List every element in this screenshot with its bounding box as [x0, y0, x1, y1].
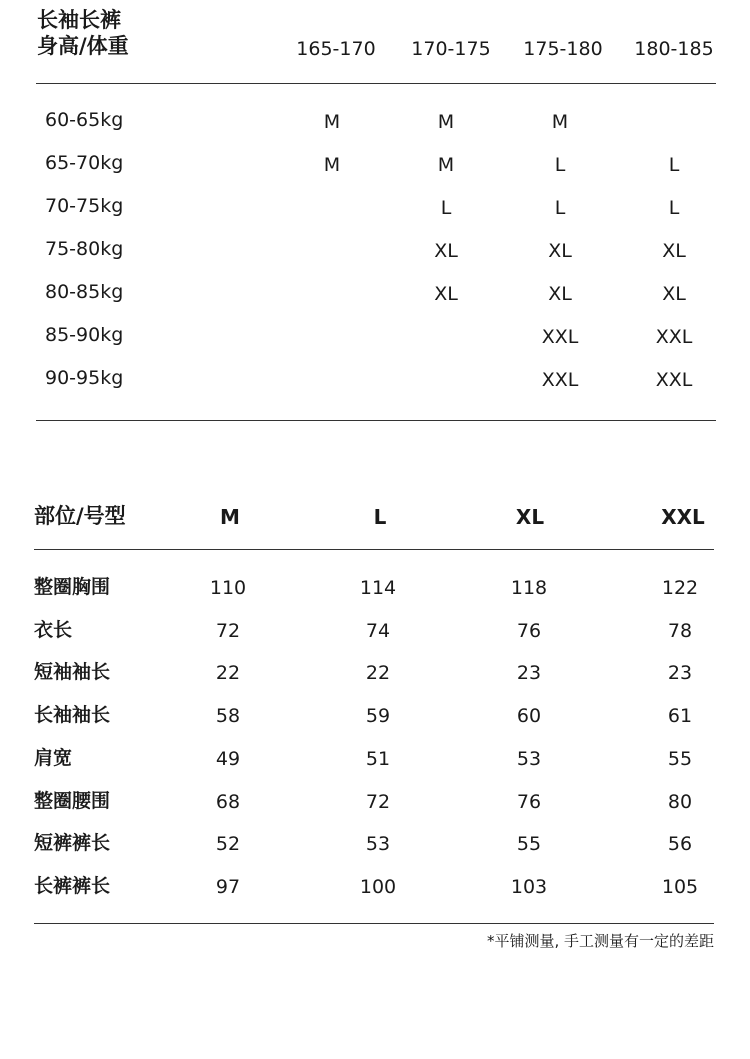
measurement-footnote: *平铺测量, 手工测量有一定的差距	[486, 932, 714, 950]
measurement-part-label: 长袖袖长	[34, 704, 111, 726]
weight-label: 85-90kg	[45, 324, 124, 346]
measurement-value: 49	[215, 748, 241, 770]
height-header-3: 175-180	[523, 38, 603, 60]
size-cell: M	[437, 154, 455, 176]
size-header-l: L	[373, 505, 387, 529]
size-header-xxl: XXL	[661, 505, 705, 529]
size-cell: M	[323, 111, 341, 133]
size-cell: XL	[662, 240, 686, 262]
size-guide-title: 长袖长裤	[37, 8, 121, 32]
measurement-value: 55	[516, 833, 542, 855]
measurement-value: 60	[516, 705, 542, 727]
size-cell: XL	[434, 283, 458, 305]
measurement-part-label: 短裤裤长	[34, 832, 111, 854]
size-cell: XL	[548, 283, 572, 305]
measurement-value: 72	[215, 620, 241, 642]
size-guide-corner-header: 身高/体重	[37, 34, 129, 58]
size-cell: L	[554, 197, 566, 219]
weight-label: 90-95kg	[45, 367, 124, 389]
weight-label: 80-85kg	[45, 281, 124, 303]
size-header-xl: XL	[515, 505, 545, 529]
size-guide-bottom-divider	[36, 420, 716, 421]
size-header-m: M	[220, 505, 240, 529]
size-cell: XXL	[541, 369, 579, 391]
weight-label: 70-75kg	[45, 195, 124, 217]
measurement-value: 110	[209, 577, 247, 599]
size-cell: L	[440, 197, 452, 219]
measurement-value: 23	[667, 662, 693, 684]
measurement-value: 56	[667, 833, 693, 855]
measurement-value: 53	[365, 833, 391, 855]
measurement-value: 76	[516, 620, 542, 642]
measurement-part-label: 整圈腰围	[34, 790, 111, 812]
size-cell: XL	[548, 240, 572, 262]
size-cell: L	[554, 154, 566, 176]
measurement-value: 58	[215, 705, 241, 727]
measurement-value: 55	[667, 748, 693, 770]
size-cell: M	[323, 154, 341, 176]
measurement-part-label: 整圈胸围	[34, 576, 111, 598]
size-cell: XL	[662, 283, 686, 305]
size-cell: XXL	[655, 326, 693, 348]
measurement-value: 80	[667, 791, 693, 813]
measurement-value: 103	[510, 876, 548, 898]
measurement-value: 105	[661, 876, 699, 898]
size-cell: L	[668, 197, 680, 219]
measurement-value: 61	[667, 705, 693, 727]
measurement-value: 118	[510, 577, 548, 599]
measurement-part-label: 长裤裤长	[34, 875, 111, 897]
measurement-value: 78	[667, 620, 693, 642]
size-cell: XXL	[541, 326, 579, 348]
measurement-part-label: 衣长	[34, 619, 73, 641]
height-header-2: 170-175	[411, 38, 491, 60]
measurement-value: 53	[516, 748, 542, 770]
size-cell: M	[551, 111, 569, 133]
measurement-value: 76	[516, 791, 542, 813]
measurement-value: 68	[215, 791, 241, 813]
measurement-bottom-divider	[34, 923, 714, 924]
size-cell: M	[437, 111, 455, 133]
measurement-value: 72	[365, 791, 391, 813]
measurement-header-divider	[34, 549, 714, 550]
size-cell: XL	[434, 240, 458, 262]
measurement-value: 100	[359, 876, 397, 898]
measurement-value: 22	[215, 662, 241, 684]
height-header-4: 180-185	[634, 38, 714, 60]
measurement-value: 22	[365, 662, 391, 684]
measurement-value: 122	[661, 577, 699, 599]
measurement-corner-header: 部位/号型	[34, 504, 126, 528]
size-cell: XXL	[655, 369, 693, 391]
measurement-part-label: 短袖袖长	[34, 661, 111, 683]
measurement-value: 52	[215, 833, 241, 855]
measurement-value: 74	[365, 620, 391, 642]
height-header-1: 165-170	[296, 38, 376, 60]
measurement-value: 114	[359, 577, 397, 599]
measurement-value: 59	[365, 705, 391, 727]
measurement-value: 23	[516, 662, 542, 684]
measurement-part-label: 肩宽	[34, 747, 73, 769]
size-cell: L	[668, 154, 680, 176]
measurement-value: 51	[365, 748, 391, 770]
size-guide-header-divider	[36, 83, 716, 84]
weight-label: 60-65kg	[45, 109, 124, 131]
weight-label: 65-70kg	[45, 152, 124, 174]
weight-label: 75-80kg	[45, 238, 124, 260]
measurement-value: 97	[215, 876, 241, 898]
